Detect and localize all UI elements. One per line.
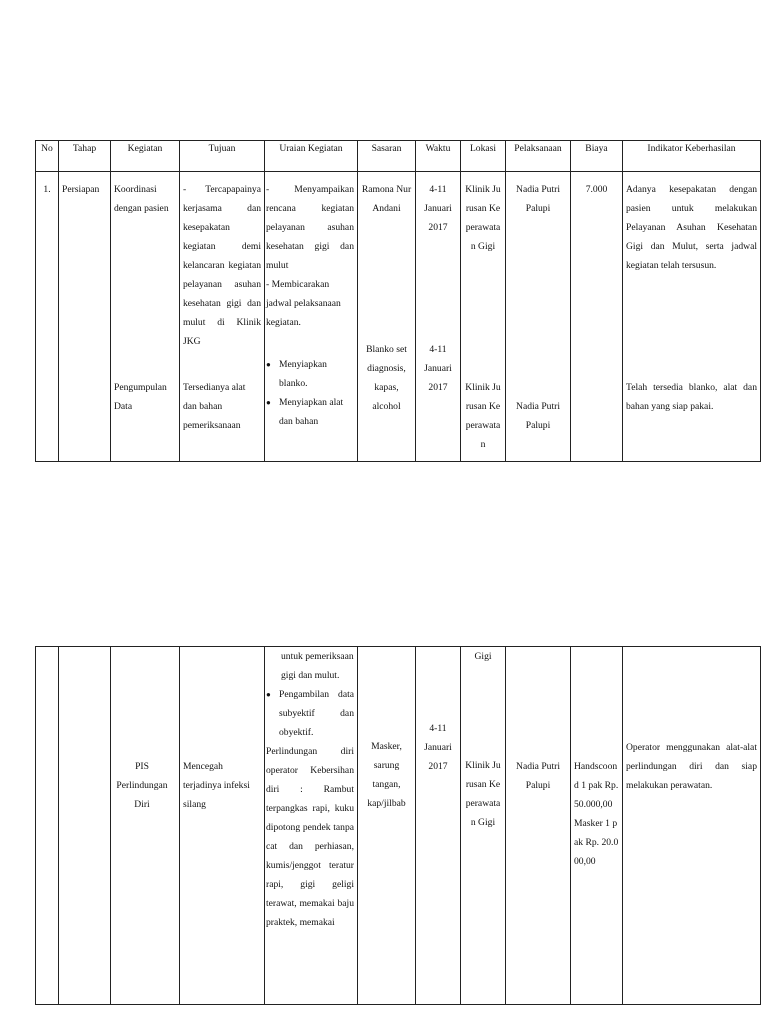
cell-no-empty: [36, 647, 59, 1005]
cell-sasaran: [358, 647, 416, 1005]
activity-table-continued: [35, 646, 761, 1005]
cell-lokasi: [461, 647, 506, 1005]
indikator-pis: Operator menggunakan alat-alat perlindungan diri dan siap melakukan perawatan.: [626, 742, 757, 791]
tujuan-pis: Mencegah terjadinya infeksi silang: [183, 761, 250, 810]
activity-table-top: [35, 140, 761, 462]
cell-pelaksanaan: [506, 172, 571, 462]
pelaksana-pengumpulan: Nadia Putri Palupi: [516, 401, 560, 431]
sasaran-pengumpulan: Blanko set diagnosis, kapas, alcohol: [366, 344, 407, 412]
tahap-text: Persiapan: [62, 184, 100, 195]
waktu-pengumpulan: 4-11 Januari 2017: [424, 344, 452, 393]
cell-biaya: [571, 172, 623, 462]
uraian-menyiapkan-blanko: ● Menyiapkan blanko.: [266, 355, 354, 393]
tujuan-koordinasi: - Tercapapainya kerjasama dan kesepakatan kegiatan demi kelancaran kegiatan pelayanan asuhan kesehatan gigi dan mulut di Klinik JKG: [183, 184, 261, 347]
uraian-menyampaikan: - Menyampaikan rencana kegiatan pelayanan asuhan kesehatan gigi dan mulut: [266, 184, 354, 271]
cell-uraian: [265, 647, 358, 1005]
waktu-pis: 4-11 Januari 2017: [424, 723, 452, 772]
header-waktu: Waktu: [416, 141, 461, 172]
kegiatan-pengumpulan: Pengumpulan Data: [114, 382, 167, 412]
biaya-koordinasi: 7.000: [585, 184, 608, 195]
biaya-pis: Handscoond 1 pak Rp. 50.000,00 Masker 1 pak Rp. 20.000,00: [574, 761, 619, 867]
indikator-koordinasi: Adanya kesepakatan dengan pasien untuk melakukan Pelayanan Asuhan Kesehatan Gigi dan Mulut, serta jadwal kegiatan telah tersusun.: [626, 184, 757, 271]
cell-kegiatan: [111, 647, 180, 1005]
cell-biaya: [571, 647, 623, 1005]
kegiatan-pis: PIS Perlindungan Diri: [116, 761, 168, 810]
kegiatan-koordinasi: Koordinasi dengan pasien: [114, 184, 169, 214]
uraian-membicarakan: - Membicarakan jadwal pelaksanaan kegiatan.: [266, 279, 341, 328]
lokasi-koordinasi: Klinik Jurusan Keperawatan Gigi: [465, 184, 501, 252]
sasaran-koordinasi: Ramona Nur Andani: [361, 184, 412, 214]
uraian-pengambilan-text: Pengambilan data subyektif dan obyektif.: [279, 689, 354, 738]
uraian-pengambilan-data: [266, 685, 354, 742]
sasaran-pis: Masker, sarung tangan, kap/jilbab: [367, 741, 406, 809]
table-row: [36, 647, 761, 1005]
header-biaya: Biaya: [571, 141, 623, 172]
lokasi-pis: Klinik Jurusan Keperawatan Gigi: [465, 760, 501, 828]
cell-uraian: [265, 172, 358, 462]
indikator-pengumpulan: Telah tersedia blanko, alat dan bahan yang siap pakai.: [626, 382, 757, 412]
cell-pelaksanaan: [506, 647, 571, 1005]
table-row: [36, 172, 761, 462]
header-uraian: Uraian Kegiatan: [265, 141, 358, 172]
header-tahap: Tahap: [59, 141, 111, 172]
table-header-row: [36, 141, 761, 172]
cell-tahap-empty: [59, 647, 111, 1005]
header-lokasi: Lokasi: [461, 141, 506, 172]
cell-tujuan: [180, 172, 265, 462]
header-indikator: Indikator Keberhasilan: [623, 141, 761, 172]
header-tujuan: Tujuan: [180, 141, 265, 172]
uraian-perlindungan-diri: Perlindungan diri operator Kebersihan diri : Rambut terpangkas rapi, kuku dipotong pendek tanpa cat dan perhiasan, kumis/jenggot teratur rapi, gigi geligi terawat, memakai baju praktek, memakai: [266, 746, 354, 928]
header-kegiatan: Kegiatan: [111, 141, 180, 172]
cell-indikator: [623, 172, 761, 462]
header-pelaksanaan: Pelaksanaan: [506, 141, 571, 172]
lokasi-pengumpulan: Klinik Jurusan Keperawatan: [465, 382, 501, 450]
cell-no: [36, 172, 59, 462]
tujuan-pengumpulan: Tersedianya alat dan bahan pemeriksanaan: [183, 382, 246, 431]
waktu-koordinasi: 4-11 Januari 2017: [424, 184, 452, 233]
pelaksana-pis: Nadia Putri Palupi: [516, 761, 560, 791]
uraian-menyiapkan-alat: ● Menyiapkan alat dan bahan: [266, 393, 354, 431]
header-sasaran: Sasaran: [358, 141, 416, 172]
cell-waktu: [416, 172, 461, 462]
cell-sasaran: [358, 172, 416, 462]
cell-kegiatan: [111, 172, 180, 462]
cell-tujuan: [180, 647, 265, 1005]
uraian-lanjutan: untuk pemeriksaan gigi dan mulut.: [281, 651, 354, 681]
cell-tahap: [59, 172, 111, 462]
cell-indikator: [623, 647, 761, 1005]
row-number: 1.: [43, 184, 51, 195]
pelaksana-koordinasi: Nadia Putri Palupi: [516, 184, 560, 214]
cell-waktu: [416, 647, 461, 1005]
lokasi-lanjutan: Gigi: [474, 651, 492, 662]
header-no: No: [36, 141, 59, 172]
cell-lokasi: [461, 172, 506, 462]
